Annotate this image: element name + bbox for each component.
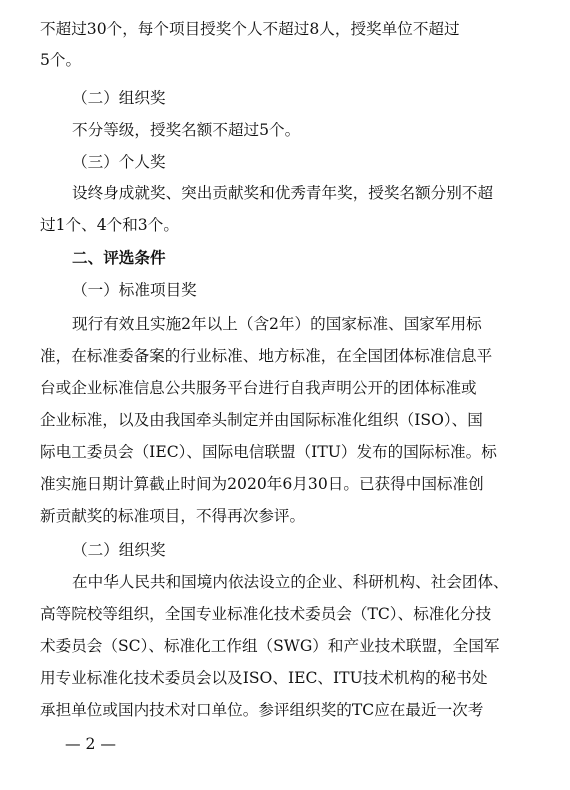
text-line: 企业标准，以及由我国牵头制定并由国际标准化组织（ISO）、国 bbox=[40, 411, 483, 429]
text-line: 用专业标准化技术委员会以及ISO、IEC、ITU技术机构的秘书处 bbox=[40, 669, 488, 687]
subheading: （二）组织奖 bbox=[72, 541, 166, 559]
text-line: 现行有效且实施2年以上（含2年）的国家标准、国家军用标 bbox=[72, 315, 482, 333]
page-number: — 2 — bbox=[65, 735, 117, 753]
text-line: 准，在标准委备案的行业标准、地方标准，在全国团体标准信息平 bbox=[40, 347, 493, 365]
text-line: 新贡献奖的标准项目，不得再次参评。 bbox=[40, 507, 306, 525]
subheading: （三）个人奖 bbox=[72, 153, 166, 171]
text-line: 承担单位或国内技术对口单位。参评组织奖的TC应在最近一次考 bbox=[40, 701, 484, 719]
text-line: 高等院校等组织，全国专业标准化技术委员会（TC）、标准化分技 bbox=[40, 605, 492, 623]
text-line: 过1个、4个和3个。 bbox=[40, 216, 179, 234]
text-line: 在中华人民共和国境内依法设立的企业、科研机构、社会团体、 bbox=[72, 573, 509, 591]
text-line: 术委员会（SC）、标准化工作组（SWG）和产业技术联盟，全国军 bbox=[40, 637, 500, 655]
text-line: 准实施日期计算截止时间为2020年6月30日。已获得中国标准创 bbox=[40, 475, 484, 493]
text-line: 不超过30个，每个项目授奖个人不超过8人，授奖单位不超过 bbox=[40, 20, 460, 38]
subheading: （二）组织奖 bbox=[72, 89, 166, 107]
text-line: 不分等级，授奖名额不超过5个。 bbox=[72, 121, 301, 139]
text-line: 设终身成就奖、突出贡献奖和优秀青年奖，授奖名额分别不超 bbox=[72, 184, 494, 202]
section-heading: 二、评选条件 bbox=[72, 249, 166, 267]
text-line: 5个。 bbox=[40, 51, 82, 69]
text-line: 台或企业标准信息公共服务平台进行自我声明公开的团体标准或 bbox=[40, 379, 477, 397]
text-line: 际电工委员会（IEC）、国际电信联盟（ITU）发布的国际标准。标 bbox=[40, 443, 497, 461]
subheading: （一）标准项目奖 bbox=[72, 281, 197, 299]
